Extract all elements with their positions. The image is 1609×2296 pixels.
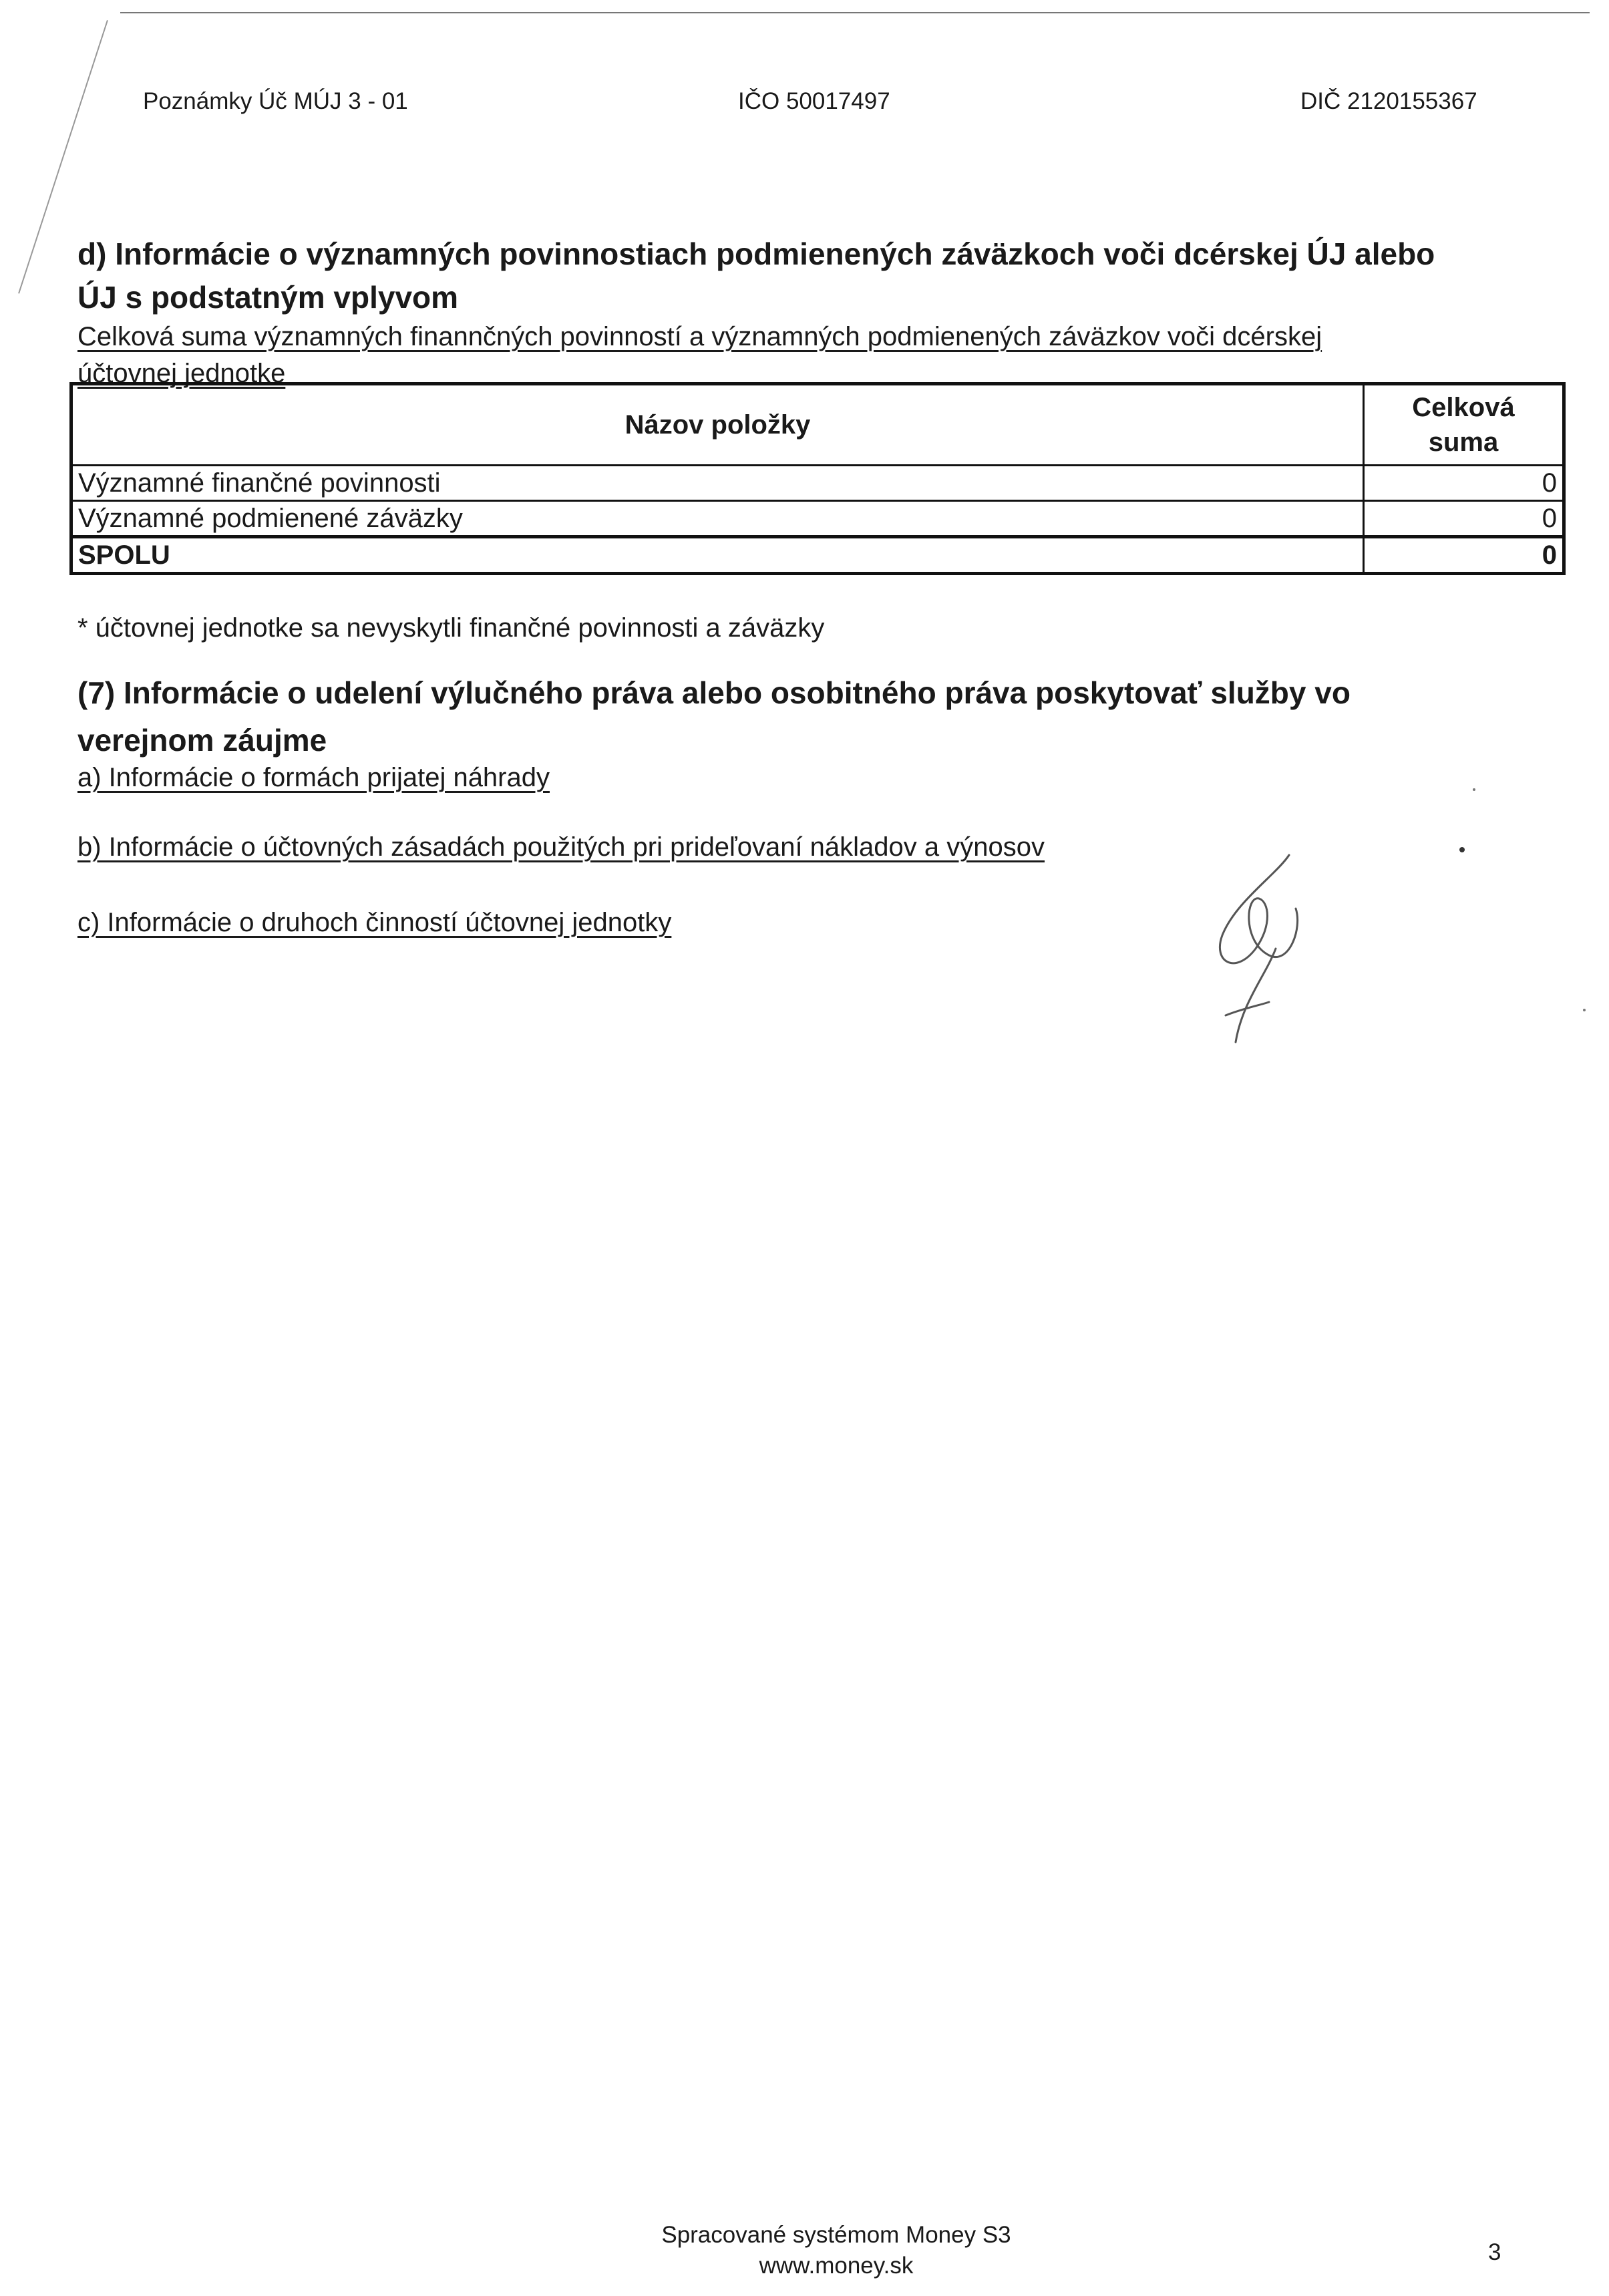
table-footnote: * účtovnej jednotke sa nevyskytli finančné povinnosti a záväzky [77,613,825,643]
header-doc-code: Poznámky Úč MÚJ 3 - 01 [143,88,408,114]
row-value: 0 [1364,501,1564,537]
column-header-sum [1364,384,1564,466]
header-dic: DIČ 2120155367 [1300,88,1477,114]
section-7-title-line2: verejnom záujme [77,723,327,758]
scan-edge-line-top [120,12,1590,13]
footer-software: Spracované systémom Money S3 [661,2222,1011,2248]
row-label: Významné finančné povinnosti [71,466,1364,501]
row-value: 0 [1364,466,1564,501]
section-d-subtitle-line2: účtovnej jednotke [77,359,286,388]
footer-website: www.money.sk [759,2253,914,2279]
column-header-name: Názov položky [71,384,1364,466]
column-header-sum-line1: Celková [1412,393,1515,422]
total-value: 0 [1364,537,1564,574]
column-header-sum-line2: suma [1428,428,1499,457]
table-total-row [71,537,1564,574]
header-ico: IČO 50017497 [738,88,890,114]
section-d-title-line2: ÚJ s podstatným vplyvom [77,280,459,315]
section-d-title-line1: d) Informácie o významných povinnostiach podmienených záväzkoch voči dcérskej ÚJ alebo [77,236,1435,271]
obligations-table [69,382,1566,575]
section-7-item-c: c) Informácie o druhoch činností účtovnej jednotky [77,908,672,937]
section-7-title-line1: (7) Informácie o udelení výlučného práva alebo osobitného práva poskytovať služby vo [77,675,1351,710]
total-label: SPOLU [71,537,1364,574]
section-d-subtitle-line1: Celková suma významných finannčných povinností a významných podmienených záväzkov voči dcérskej [77,322,1322,351]
table-row [71,466,1564,501]
scan-dot [1459,847,1465,852]
table-row [71,501,1564,537]
scan-dot [1473,788,1475,791]
handwritten-signature [1196,842,1322,1055]
section-7-item-a: a) Informácie o formách prijatej náhrady [77,763,550,792]
page-number: 3 [1488,2239,1501,2265]
scan-dot [1583,1009,1586,1011]
section-7-item-b: b) Informácie o účtovných zásadách použitých pri prideľovaní nákladov a výnosov [77,832,1045,862]
table-header-row [71,384,1564,466]
row-label: Významné podmienené záväzky [71,501,1364,537]
